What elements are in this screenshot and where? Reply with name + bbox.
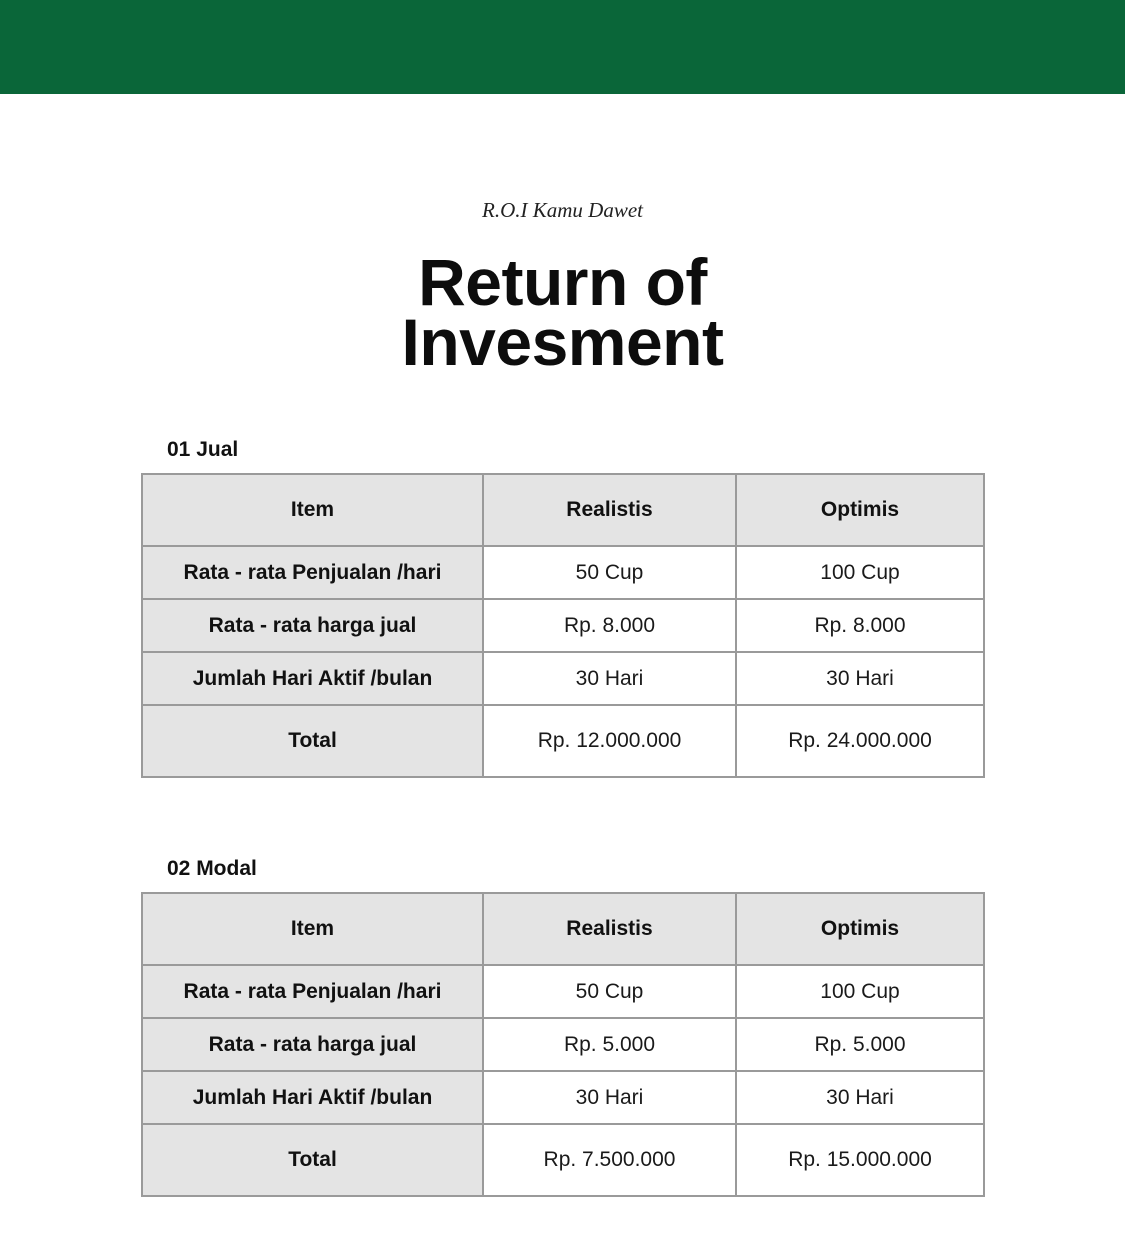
column-header-realistis: Realistis	[483, 474, 736, 546]
realistis-value: 30 Hari	[483, 1071, 736, 1124]
total-label: Total	[142, 1124, 483, 1196]
realistis-value: 50 Cup	[483, 546, 736, 599]
total-realistis-value: Rp. 12.000.000	[483, 705, 736, 777]
section-label-jual: 01 Jual	[167, 438, 239, 461]
realistis-value: Rp. 8.000	[483, 599, 736, 652]
table-row	[142, 965, 984, 1018]
total-optimis-value: Rp. 24.000.000	[736, 705, 984, 777]
total-row	[142, 1124, 984, 1196]
table-row	[142, 652, 984, 705]
column-header-item: Item	[142, 474, 483, 546]
table-header-row	[142, 893, 984, 965]
column-header-realistis: Realistis	[483, 893, 736, 965]
row-label: Rata - rata harga jual	[142, 1018, 483, 1071]
realistis-value: 50 Cup	[483, 965, 736, 1018]
optimis-value: Rp. 8.000	[736, 599, 984, 652]
realistis-value: 30 Hari	[483, 652, 736, 705]
modal-table	[141, 892, 985, 1197]
total-label: Total	[142, 705, 483, 777]
row-label: Jumlah Hari Aktif /bulan	[142, 652, 483, 705]
header-bar	[0, 0, 1125, 94]
row-label: Jumlah Hari Aktif /bulan	[142, 1071, 483, 1124]
column-header-optimis: Optimis	[736, 893, 984, 965]
optimis-value: Rp. 5.000	[736, 1018, 984, 1071]
table-row	[142, 1071, 984, 1124]
page-title	[0, 245, 1125, 379]
total-realistis-value: Rp. 7.500.000	[483, 1124, 736, 1196]
document-subtitle: R.O.I Kamu Dawet	[482, 198, 643, 222]
row-label: Rata - rata Penjualan /hari	[142, 965, 483, 1018]
column-header-optimis: Optimis	[736, 474, 984, 546]
table-row	[142, 1018, 984, 1071]
total-row	[142, 705, 984, 777]
optimis-value: 30 Hari	[736, 1071, 984, 1124]
column-header-item: Item	[142, 893, 483, 965]
total-optimis-value: Rp. 15.000.000	[736, 1124, 984, 1196]
realistis-value: Rp. 5.000	[483, 1018, 736, 1071]
row-label: Rata - rata Penjualan /hari	[142, 546, 483, 599]
title-line-2: Invesment	[401, 305, 724, 379]
table-header-row	[142, 474, 984, 546]
row-label: Rata - rata harga jual	[142, 599, 483, 652]
table-row	[142, 599, 984, 652]
table-row	[142, 546, 984, 599]
optimis-value: 100 Cup	[736, 546, 984, 599]
title-line-1: Return of	[418, 245, 707, 319]
optimis-value: 100 Cup	[736, 965, 984, 1018]
section-label-modal: 02 Modal	[167, 857, 257, 880]
optimis-value: 30 Hari	[736, 652, 984, 705]
jual-table	[141, 473, 985, 778]
